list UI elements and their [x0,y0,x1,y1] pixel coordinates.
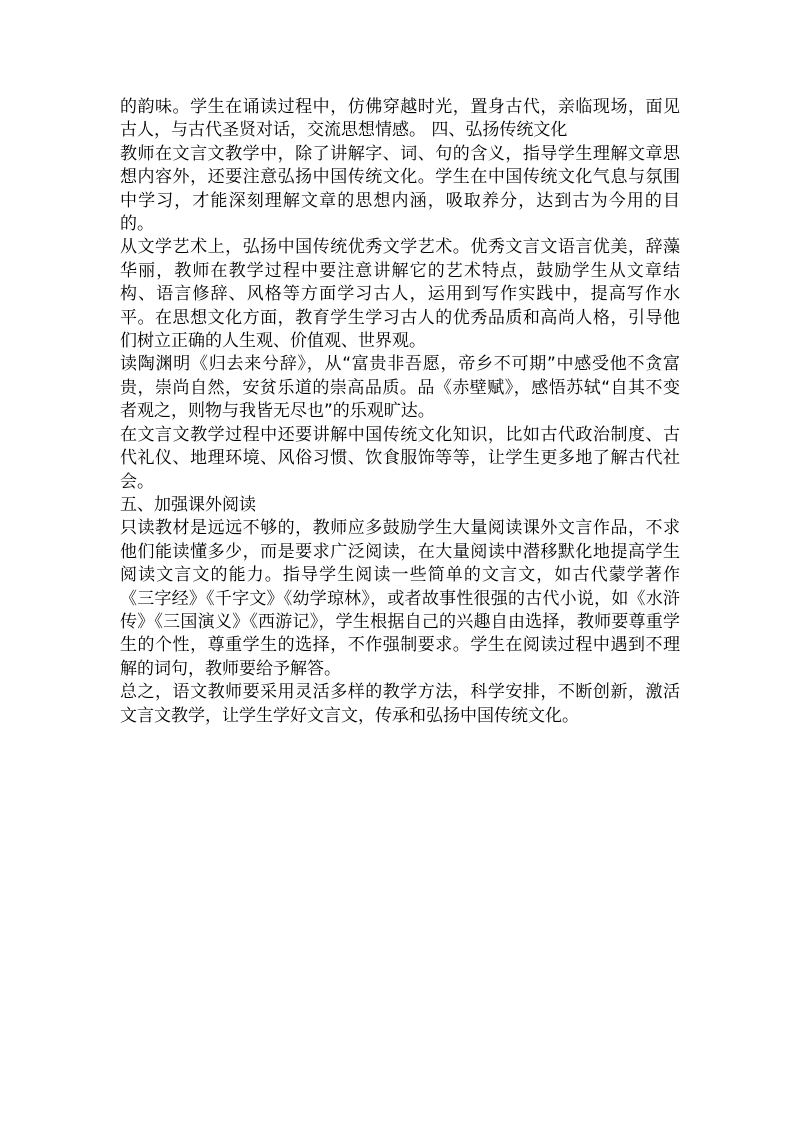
paragraph-examples: 读陶渊明《归去来兮辞》，从“富贵非吾愿，帝乡不可期”中感受他不贪富贵，崇尚自然，安贫乐道的崇高品质。品《赤壁赋》，感悟苏轼“自其不变者观之，则物与我皆无尽也”的乐观旷达。 [120,354,680,422]
paragraph-literary-art: 从文学艺术上，弘扬中国传统优秀文学艺术。优秀文言文语言优美，辞藻华丽，教师在教学过程中要注意讲解它的艺术特点，鼓励学生从文章结构、语言修辞、风格等方面学习古人，运用到写作实践中，提高写作水平。在思想文化方面，教育学生学习古人的优秀品质和高尚人格，引导他们树立正确的人生观、价值观、世界观。 [120,237,680,352]
document-page [120,96,680,728]
paragraph-extracurricular-reading: 只读教材是远远不够的，教师应多鼓励学生大量阅读课外文言作品，不求他们能读懂多少，而是要求广泛阅读，在大量阅读中潜移默化地提高学生阅读文言文的能力。指导学生阅读一些简单的文言文，如古代蒙学著作《三字经》《千字文》《幼学琼林》，或者故事性很强的古代小说，如《水浒传》《三国演义》《西游记》，学生根据自己的兴趣自由选择，教师要尊重学生的个性，尊重学生的选择，不作强制要求。学生在阅读过程中遇到不理解的词句，教师要给予解答。 [120,518,680,679]
paragraph-culture-knowledge: 在文言文教学过程中还要讲解中国传统文化知识，比如古代政治制度、古代礼仪、地理环境、风俗习惯、饮食服饰等等，让学生更多地了解古代社会。 [120,424,680,492]
paragraph-conclusion: 总之，语文教师要采用灵活多样的教学方法，科学安排，不断创新，激活文言文教学，让学生学好文言文，传承和弘扬中国传统文化。 [120,682,680,726]
section-heading-extracurricular-reading: 五、加强课外阅读 [120,494,256,515]
paragraph-teaching-culture: 教师在文言文教学中，除了讲解字、词、句的含义，指导学生理解文章思想内容外，还要注意弘扬中国传统文化。学生在中国传统文化气息与氛围中学习，才能深刻理解文章的思想内涵，吸取养分，达到古为今用的目的。 [120,143,680,235]
paragraph-intro-continuation: 的韵味。学生在诵读过程中，仿佛穿越时光，置身古代，亲临现场，面见古人，与古代圣贤对话，交流思想情感。 四、弘扬传统文化 [120,97,680,141]
